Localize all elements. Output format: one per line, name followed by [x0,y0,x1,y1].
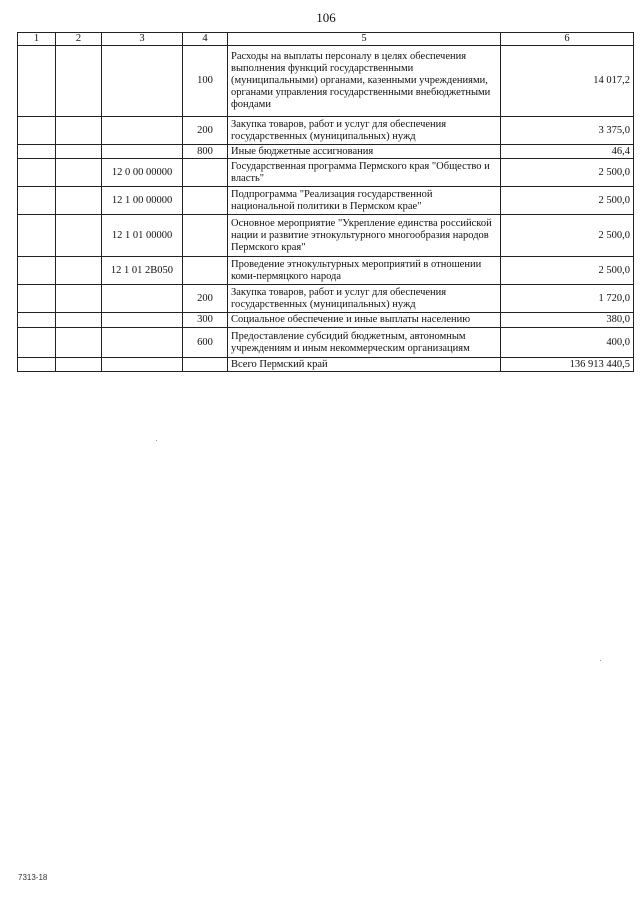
cell-section [18,117,56,145]
cell-amount: 3 375,0 [501,117,634,145]
cell-target-code [102,46,183,117]
cell-amount: 46,4 [501,145,634,159]
cell-description: Закупка товаров, работ и услуг для обеспечения государственных (муниципальных) нужд [228,117,501,145]
cell-target-code [102,328,183,358]
table-row [18,117,634,145]
cell-subsection [56,328,102,358]
table-row [18,159,634,187]
cell-section [18,187,56,215]
cell-expense-type: 600 [183,328,228,358]
table-row [18,313,634,328]
cell-target-code: 12 1 01 00000 [102,215,183,257]
cell-description: Предоставление субсидий бюджетным, автономным учреждениям и иным некоммерческим организациям [228,328,501,358]
cell-target-code: 12 1 00 00000 [102,187,183,215]
cell-section [18,328,56,358]
cell-subsection [56,145,102,159]
cell-expense-type [183,257,228,285]
cell-amount: 380,0 [501,313,634,328]
cell-subsection [56,187,102,215]
cell-subsection [56,46,102,117]
table-row [18,145,634,159]
table-header-row [18,33,634,46]
budget-table [17,32,634,372]
cell-description: Всего Пермский край [228,358,501,372]
cell-target-code [102,285,183,313]
cell-description: Проведение этнокультурных мероприятий в отношении коми-пермяцкого народа [228,257,501,285]
cell-subsection [56,159,102,187]
cell-amount: 2 500,0 [501,215,634,257]
column-header: 6 [501,33,634,46]
column-header: 2 [56,33,102,46]
cell-target-code: 12 0 00 00000 [102,159,183,187]
cell-description: Иные бюджетные ассигнования [228,145,501,159]
cell-amount: 2 500,0 [501,257,634,285]
cell-target-code [102,358,183,372]
cell-description: Социальное обеспечение и иные выплаты населению [228,313,501,328]
cell-subsection [56,313,102,328]
cell-subsection [56,285,102,313]
table-row [18,215,634,257]
cell-target-code [102,145,183,159]
table-row [18,328,634,358]
cell-amount: 136 913 440,5 [501,358,634,372]
cell-description: Расходы на выплаты персоналу в целях обеспечения выполнения функций государственными (муниципальными) органами, казенными учреждениями, органами управления государственными внебюджетными фондами [228,46,501,117]
document-code: 7313-18 [18,873,48,882]
table-row [18,285,634,313]
cell-section [18,358,56,372]
cell-expense-type: 200 [183,117,228,145]
table-row [18,257,634,285]
cell-subsection [56,358,102,372]
cell-subsection [56,117,102,145]
cell-section [18,46,56,117]
cell-section [18,159,56,187]
cell-description: Подпрограмма "Реализация государственной национальной политики в Пермском крае" [228,187,501,215]
column-header: 4 [183,33,228,46]
cell-subsection [56,257,102,285]
cell-amount: 2 500,0 [501,159,634,187]
cell-target-code [102,117,183,145]
cell-expense-type: 800 [183,145,228,159]
cell-section [18,313,56,328]
cell-amount: 14 017,2 [501,46,634,117]
cell-section [18,257,56,285]
cell-expense-type [183,187,228,215]
cell-expense-type [183,215,228,257]
table-row [18,187,634,215]
cell-expense-type [183,358,228,372]
page-number: 106 [316,10,336,25]
cell-expense-type [183,159,228,187]
cell-section [18,145,56,159]
cell-description: Закупка товаров, работ и услуг для обеспечения государственных (муниципальных) нужд [228,285,501,313]
cell-expense-type: 300 [183,313,228,328]
cell-expense-type: 100 [183,46,228,117]
cell-amount: 2 500,0 [501,187,634,215]
cell-description: Основное мероприятие "Укрепление единства российской нации и развитие этнокультурного многообразия народов Пермского края" [228,215,501,257]
cell-amount: 1 720,0 [501,285,634,313]
cell-section [18,215,56,257]
cell-target-code: 12 1 01 2В050 [102,257,183,285]
scan-artifact [156,440,157,441]
table-row-total [18,358,634,372]
column-header: 5 [228,33,501,46]
cell-amount: 400,0 [501,328,634,358]
cell-description: Государственная программа Пермского края "Общество и власть" [228,159,501,187]
cell-subsection [56,215,102,257]
column-header: 3 [102,33,183,46]
table-row [18,46,634,117]
cell-target-code [102,313,183,328]
cell-expense-type: 200 [183,285,228,313]
cell-section [18,285,56,313]
scan-artifact [600,660,601,661]
column-header: 1 [18,33,56,46]
